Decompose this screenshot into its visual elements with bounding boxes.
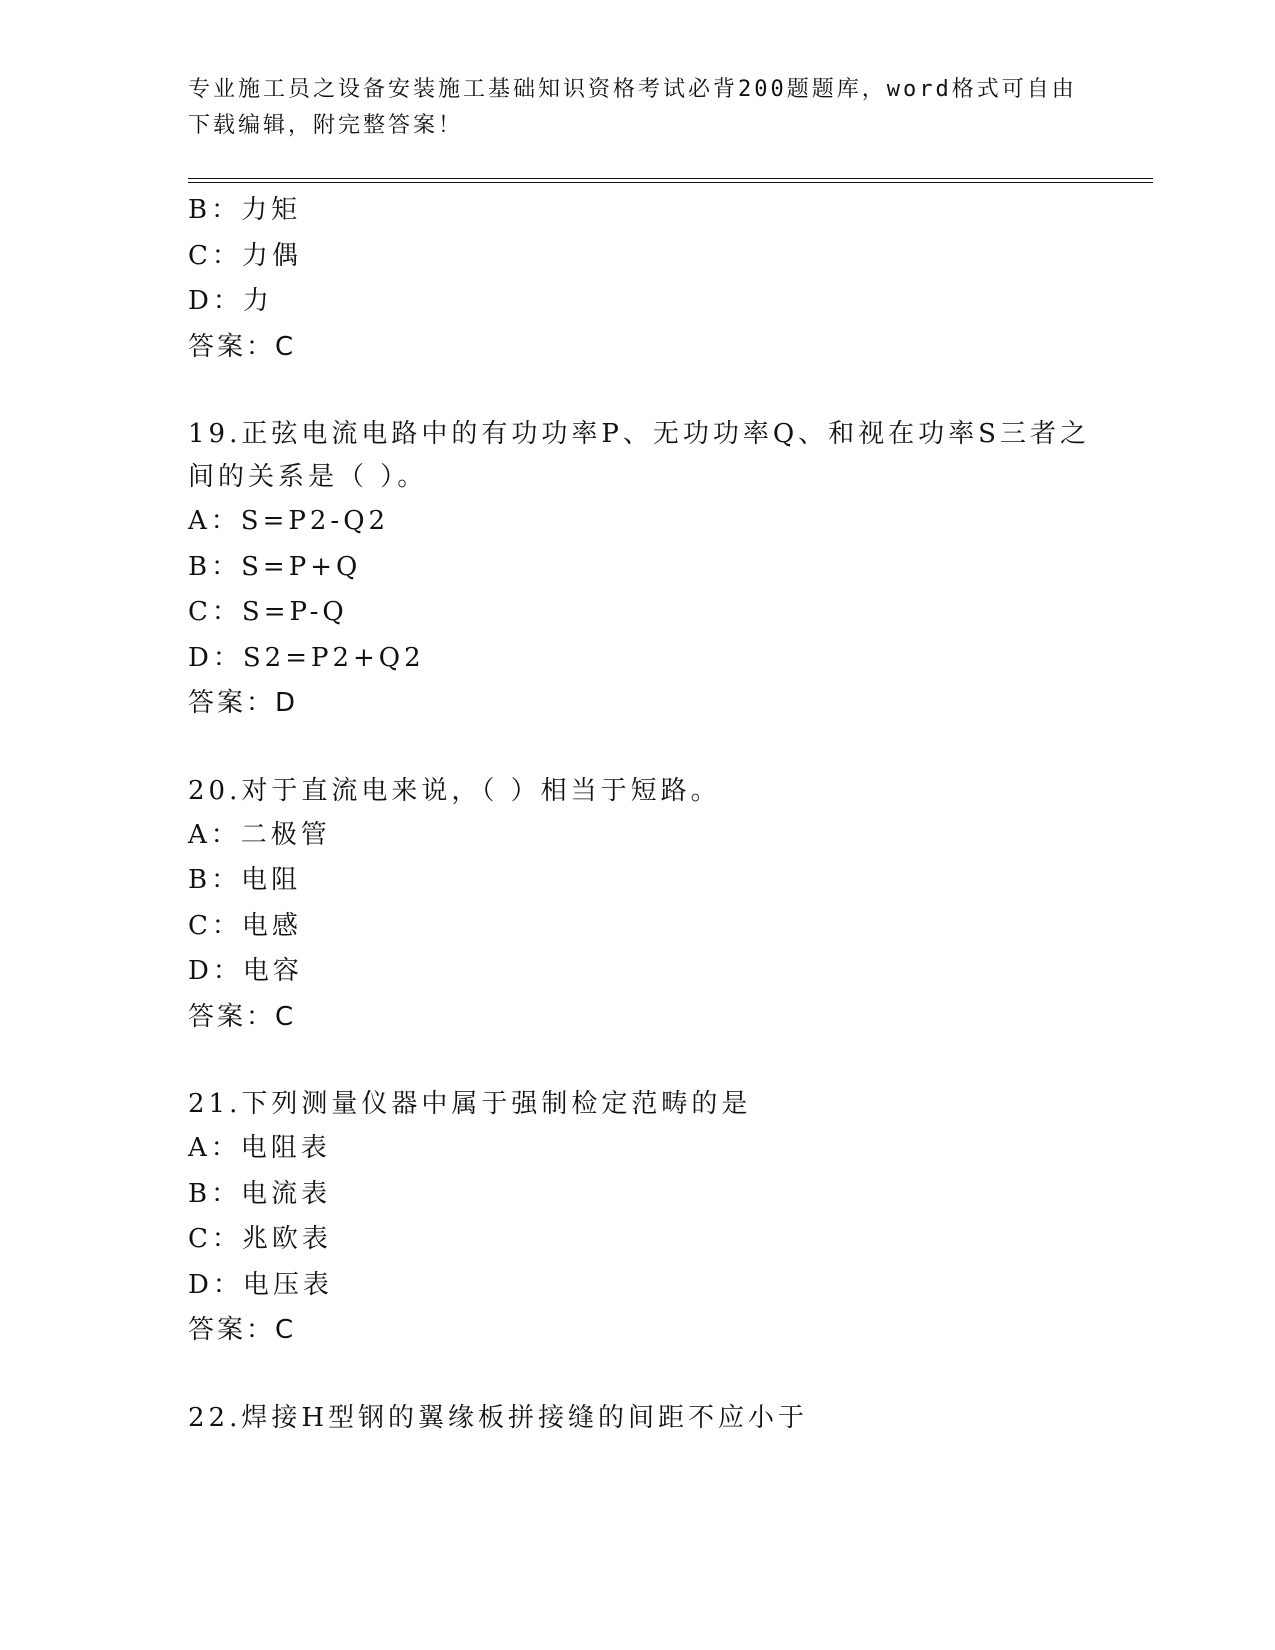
option-b: B：S=P+Q bbox=[188, 551, 362, 582]
question-18-tail bbox=[188, 188, 1108, 370]
option-d: D：电压表 bbox=[188, 1269, 333, 1300]
option-c: C：电感 bbox=[188, 910, 302, 941]
option-d: D：S2=P2+Q2 bbox=[188, 642, 425, 673]
answer-line: 答案：C bbox=[188, 1315, 297, 1345]
spacer bbox=[188, 370, 1108, 413]
option-c: C：兆欧表 bbox=[188, 1224, 332, 1254]
question-stem: 21.下列测量仪器中属于强制检定范畴的是 bbox=[188, 1089, 752, 1119]
spacer bbox=[188, 727, 1108, 770]
answer-line: 答案：C bbox=[188, 1001, 297, 1032]
option-b: B：力矩 bbox=[188, 195, 302, 225]
option-b: B：电阻 bbox=[188, 865, 302, 895]
question-21 bbox=[188, 1083, 1108, 1354]
question-stem: 22.焊接H型钢的翼缘板拼接缝的间距不应小于 bbox=[188, 1402, 809, 1433]
option-a: A：二极管 bbox=[188, 819, 331, 850]
question-stem: 20.对于直流电来说，（ ）相当于短路。 bbox=[188, 775, 721, 806]
question-22 bbox=[188, 1397, 1108, 1440]
header-rule-top bbox=[188, 178, 1153, 179]
option-a: A：S=P2-Q2 bbox=[188, 506, 390, 536]
option-d: D：电容 bbox=[188, 956, 303, 986]
spacer bbox=[188, 1040, 1108, 1083]
answer-line: 答案：C bbox=[188, 331, 297, 362]
question-20 bbox=[188, 770, 1108, 1041]
option-c: C：力偶 bbox=[188, 240, 302, 271]
question-content bbox=[188, 188, 1108, 1440]
option-b: B：电流表 bbox=[188, 1178, 332, 1209]
question-stem: 19.正弦电流电路中的有功功率P、无功功率Q、和视在功率S三者之间的关系是（ ）。 bbox=[188, 419, 1090, 492]
option-d: D：力 bbox=[188, 286, 273, 316]
question-19 bbox=[188, 413, 1108, 727]
option-a: A：电阻表 bbox=[188, 1133, 331, 1163]
answer-line: 答案：D bbox=[188, 688, 299, 718]
header-rule-bottom bbox=[188, 182, 1153, 183]
document-header: 专业施工员之设备安装施工基础知识资格考试必背200题题库，word格式可自由下载编辑，附完整答案！ bbox=[188, 77, 1077, 138]
spacer bbox=[188, 1354, 1108, 1397]
option-c: C：S=P-Q bbox=[188, 597, 348, 627]
